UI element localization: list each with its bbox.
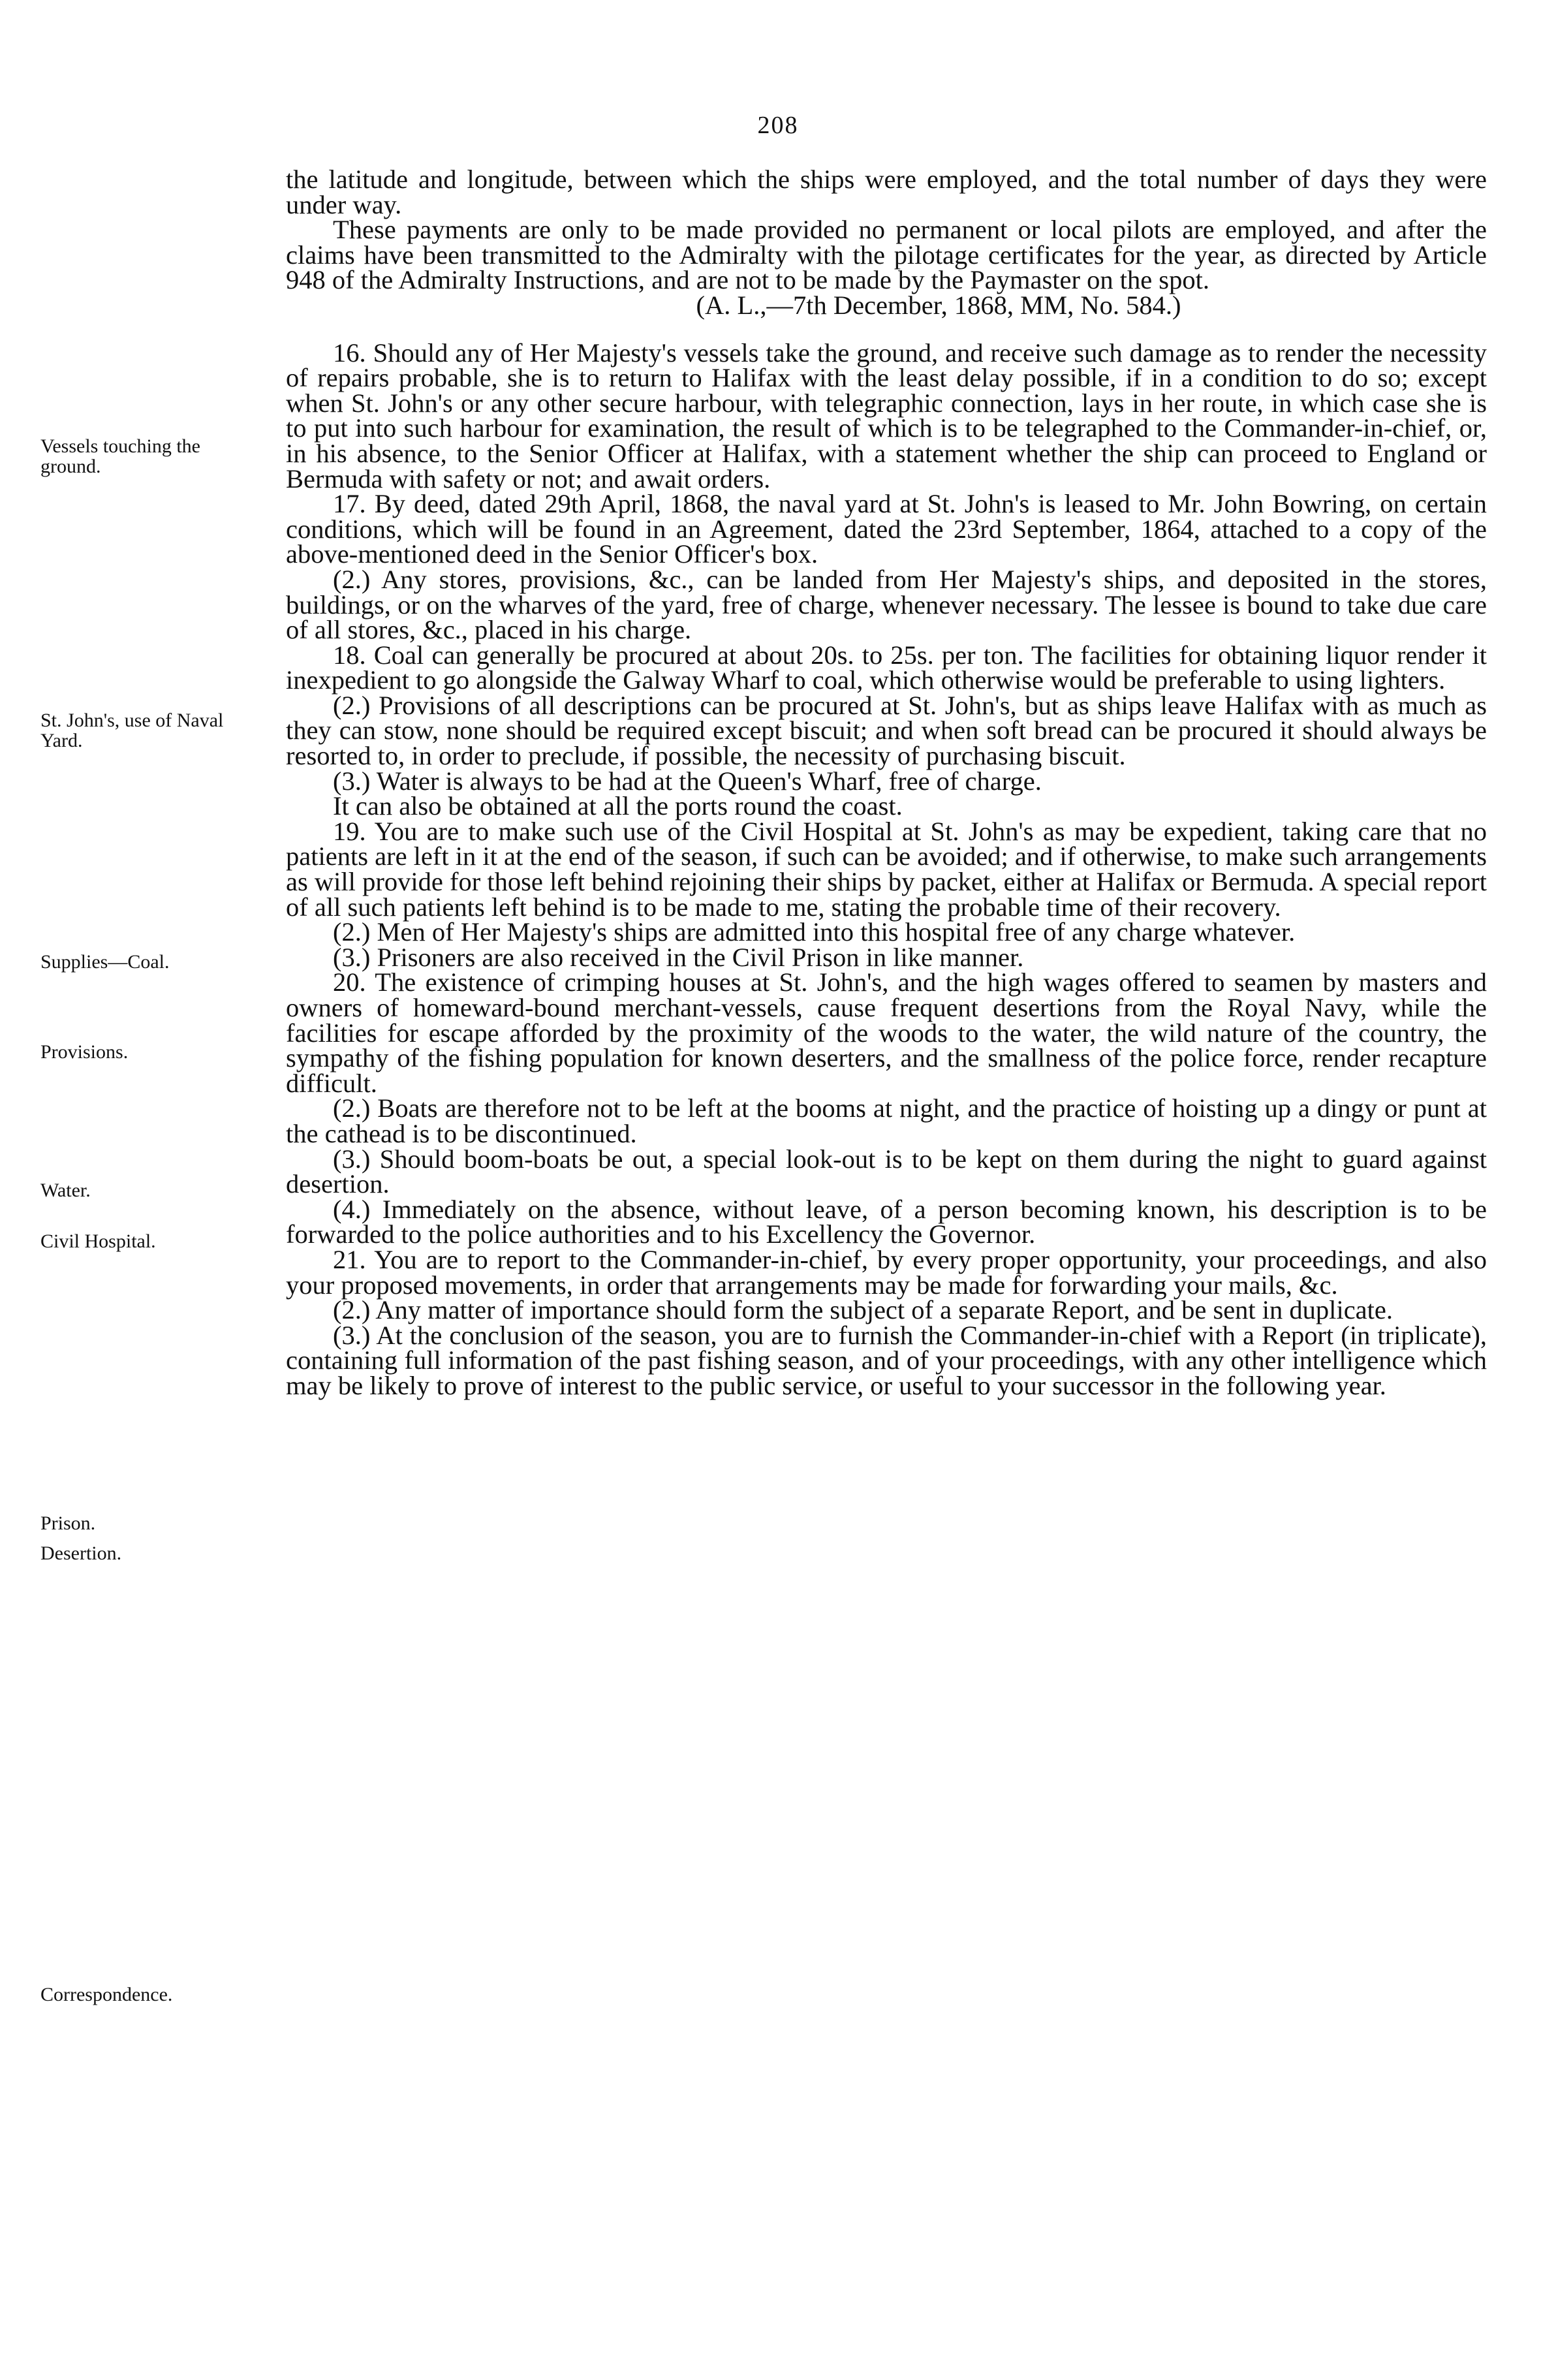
margin-note-civil-hospital: Civil Hospital. (40, 1230, 156, 1252)
citation: (A. L.,—7th December, 1868, MM, No. 584.) (696, 290, 1181, 320)
margin-note-correspondence: Correspondence. (40, 1984, 173, 2005)
paragraph: (3.) Water is always to be had at the Queen's Wharf, free of charge. (333, 766, 1042, 796)
paragraph: It can also be obtained at all the ports round the coast. (333, 791, 903, 821)
paragraph: (3.) Prisoners are also received in the Civil Prison in like manner. (333, 942, 1024, 972)
paragraph-17: 17. By deed, dated 29th April, 1868, the naval yard at St. John's is leased to Mr. John Bowring, on certain conditions, which will be found in an Agreement, dated the 23rd September, 1864, attached to a copy of the above-mentioned deed in the Senior Officer's box. (286, 489, 1487, 569)
paragraph: (2.) Any matter of importance should form the subject of a separate Report, and be sent in duplicate. (333, 1295, 1393, 1325)
margin-note-water: Water. (40, 1180, 91, 1201)
margin-note-desertion: Desertion. (40, 1542, 122, 1564)
paragraph: (2.) Boats are therefore not to be left at the booms at night, and the practice of hoisting up a dingy or punt at the cathead is to be discontinued. (286, 1093, 1487, 1148)
page-number: 208 (757, 112, 799, 139)
paragraph: (4.) Immediately on the absence, without leave, of a person becoming known, his description is to be forwarded to the police authorities and to his Excellency the Governor. (286, 1194, 1487, 1249)
margin-note-supplies-coal: Supplies—Coal. (40, 951, 170, 973)
body-text (286, 164, 1487, 1400)
margin-note-prison: Prison. (40, 1512, 96, 1534)
paragraph-19: 19. You are to make such use of the Civil Hospital at St. John's as may be expedient, taking care that no patients are left in it at the end of the season, if such can be avoided; and if otherwise, to make such arrangements as will provide for those left behind rejoining their ships by packet, either at Halifax or Bermuda. A special report of all such patients left behind is to be made to me, stating the probable time of their recovery. (286, 816, 1487, 922)
paragraph: (2.) Provisions of all descriptions can be procured at St. John's, but as ships leave Halifax with as much as they can stow, none should be required except biscuit; and when soft bread can be procured it should always be resorted to, in order to preclude, if possible, the necessity of purchasing biscuit. (286, 690, 1487, 771)
paragraph-21: 21. You are to report to the Commander-in-chief, by every proper opportunity, your proceedings, and also your proposed movements, in order that arrangements may be made for forwarding your mails, &c. (286, 1244, 1487, 1300)
margin-note-provisions: Provisions. (40, 1041, 129, 1063)
paragraph: (3.) Should boom-boats be out, a special look-out is to be kept on them during the night to guard against desertion. (286, 1144, 1487, 1199)
paragraph: (2.) Men of Her Majesty's ships are admitted into this hospital free of any charge whatever. (333, 917, 1296, 947)
paragraph: the latitude and longitude, between which the ships were employed, and the total number of days they were under way. (286, 164, 1487, 219)
paragraph-18: 18. Coal can generally be procured at about 20s. to 25s. per ton. The facilities for obtaining liquor render it inexpedient to go alongside the Galway Wharf to coal, which otherwise would be preferable to using lighters. (286, 640, 1487, 695)
paragraph: These payments are only to be made provided no permanent or local pilots are employed, and after the claims have been transmitted to the Admiralty with the pilotage certificates for the year, as directed by Article 948 of the Admiralty Instructions, and are not to be made by the Paymaster on the spot. (286, 215, 1487, 295)
margin-note-naval-yard: St. John's, use of Naval Yard. (40, 710, 224, 751)
paragraph: (2.) Any stores, provisions, &c., can be landed from Her Majesty's ships, and deposited in the stores, buildings, or on the wharves of the yard, free of charge, whenever necessary. The lessee is bound to take due care of all stores, &c., placed in his charge. (286, 564, 1487, 645)
paragraph-20: 20. The existence of crimping houses at St. John's, and the high wages offered to seamen by masters and owners of homeward-bound merchant-vessels, cause frequent desertions from the Royal Navy, while the facilities for escape afforded by the proximity of the woods to the water, the wild nature of the country, the sympathy of the fishing population for known deserters, and the smallness of the police force, render recapture difficult. (286, 967, 1487, 1098)
paragraph-16: 16. Should any of Her Majesty's vessels take the ground, and receive such damage as to render the necessity of repairs probable, she is to return to Halifax with the least delay possible, if in a condition to do so; except when St. John's or any other secure harbour, with telegraphic connection, lays in her route, in which case she is to put into such harbour for examination, the result of which is to be telegraphed to the Commander-in-chief, or, in his absence, to the Senior Officer at Halifax, with a statement whether the ship can proceed to England or Bermuda with safety or not; and await orders. (286, 337, 1487, 493)
paragraph: (3.) At the conclusion of the season, you are to furnish the Commander-in-chief with a Report (in triplicate), containing full information of the past fishing season, and of your proceedings, with any other intelligence which may be likely to prove of interest to the public service, or useful to your successor in the following year. (286, 1320, 1487, 1400)
margin-note-vessels-touching-ground: Vessels touching the ground. (40, 435, 200, 477)
